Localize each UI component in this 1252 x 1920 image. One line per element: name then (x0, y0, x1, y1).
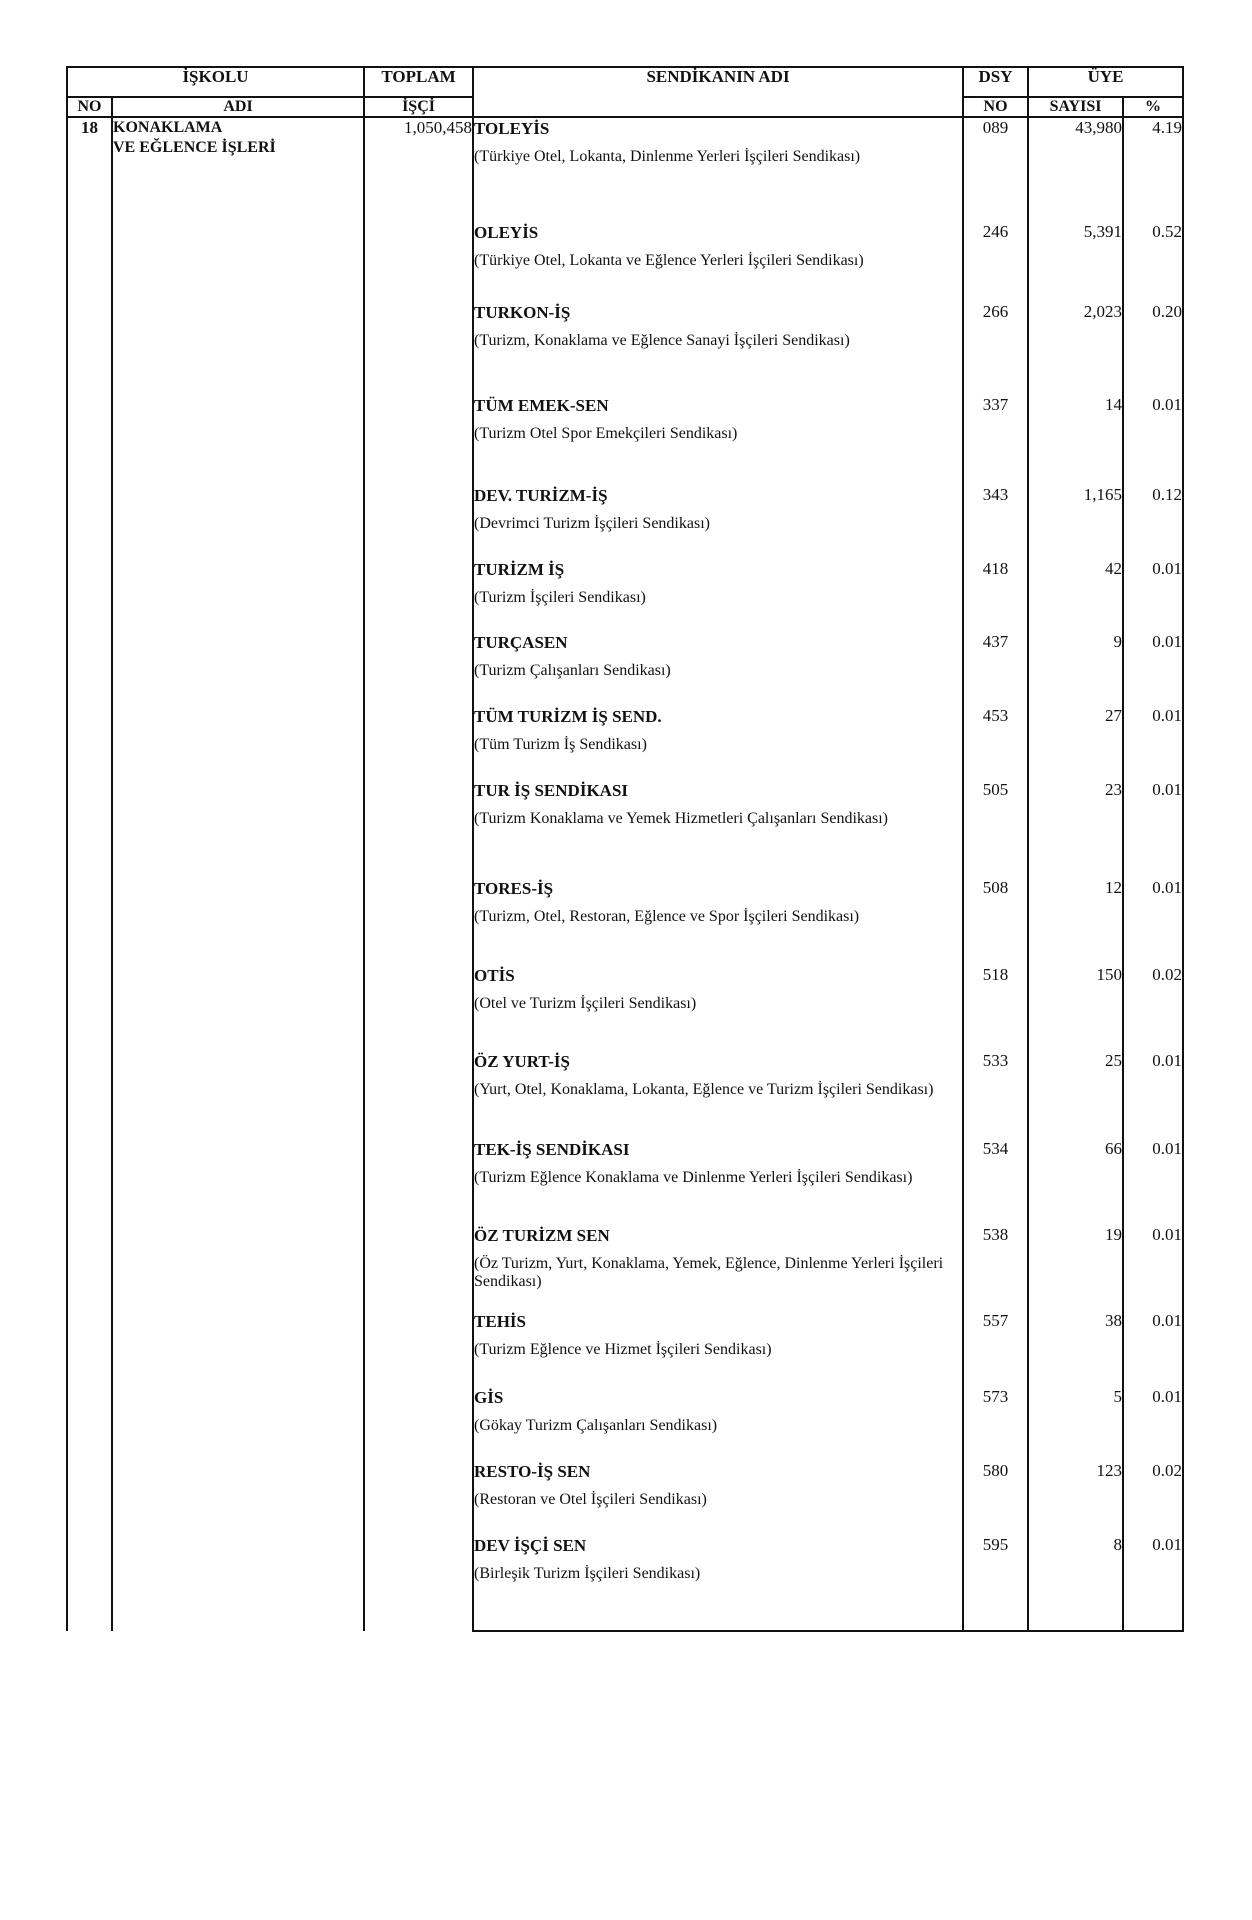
union-full-name: (Birleşik Turizm İşçileri Sendikası) (474, 1565, 701, 1582)
union-member-count: 150 (1028, 965, 1123, 1051)
union-dsy-no: 089 (963, 117, 1028, 222)
header-dsy: DSY (963, 67, 1028, 97)
union-full-name: (Gökay Turizm Çalışanları Sendikası) (474, 1417, 718, 1434)
union-full-name: (Turizm Eğlence ve Hizmet İşçileri Sendikası) (474, 1341, 772, 1358)
union-member-count: 12 (1028, 878, 1123, 965)
union-full-name: (Devrimci Turizm İşçileri Sendikası) (474, 515, 710, 532)
union-dsy-no: 518 (963, 965, 1028, 1051)
union-full-name: (Türkiye Otel, Lokanta ve Eğlence Yerleri İşçileri Sendikası) (474, 252, 864, 269)
union-short-name: TEHİS (474, 1312, 526, 1331)
union-short-name: TORES-İŞ (474, 879, 554, 898)
union-full-name: (Turizm Konaklama ve Yemek Hizmetleri Çalışanları Sendikası) (474, 810, 889, 827)
union-dsy-no: 534 (963, 1139, 1028, 1225)
union-dsy-no: 508 (963, 878, 1028, 965)
union-percentage: 0.01 (1123, 1535, 1183, 1631)
union-full-name: (Tüm Turizm İş Sendikası) (474, 736, 647, 753)
union-full-name: (Türkiye Otel, Lokanta, Dinlenme Yerleri İşçileri Sendikası) (474, 148, 861, 165)
union-full-name: (Yurt, Otel, Konaklama, Lokanta, Eğlence ve Turizm İşçileri Sendikası) (474, 1081, 934, 1098)
union-dsy-no: 418 (963, 559, 1028, 632)
union-dsy-no: 557 (963, 1311, 1028, 1387)
table-row (67, 117, 1183, 222)
union-member-count: 25 (1028, 1051, 1123, 1139)
union-short-name: TEK-İŞ SENDİKASI (474, 1140, 630, 1159)
union-short-name: ÖZ YURT-İŞ (474, 1052, 570, 1071)
union-short-name: GİS (474, 1388, 504, 1407)
union-percentage: 0.01 (1123, 1051, 1183, 1139)
union-member-count: 2,023 (1028, 302, 1123, 395)
union-full-name: (Turizm Çalışanları Sendikası) (474, 662, 671, 679)
union-dsy-no: 573 (963, 1387, 1028, 1461)
union-percentage: 0.01 (1123, 1225, 1183, 1311)
union-short-name: OLEYİS (474, 223, 539, 242)
header-uye: ÜYE (1028, 67, 1183, 97)
union-name-cell (473, 485, 963, 559)
union-percentage: 0.01 (1123, 1311, 1183, 1387)
union-member-count: 66 (1028, 1139, 1123, 1225)
union-percentage: 0.01 (1123, 1387, 1183, 1461)
union-name-cell (473, 1311, 963, 1387)
union-dsy-no: 533 (963, 1051, 1028, 1139)
union-membership-table (66, 66, 1184, 1632)
union-full-name: (Otel ve Turizm İşçileri Sendikası) (474, 995, 697, 1012)
union-member-count: 38 (1028, 1311, 1123, 1387)
union-short-name: DEV İŞÇİ SEN (474, 1536, 587, 1555)
union-member-count: 5,391 (1028, 222, 1123, 302)
union-full-name: (Restoran ve Otel İşçileri Sendikası) (474, 1491, 707, 1508)
union-member-count: 123 (1028, 1461, 1123, 1535)
union-short-name: DEV. TURİZM-İŞ (474, 486, 608, 505)
union-dsy-no: 343 (963, 485, 1028, 559)
union-percentage: 0.01 (1123, 559, 1183, 632)
union-short-name: TOLEYİS (474, 119, 550, 138)
union-short-name: TURKON-İŞ (474, 303, 571, 322)
header-dsy-no: NO (963, 97, 1028, 117)
union-name-cell (473, 559, 963, 632)
union-member-count: 9 (1028, 632, 1123, 706)
union-percentage: 0.02 (1123, 1461, 1183, 1535)
union-member-count: 5 (1028, 1387, 1123, 1461)
union-dsy-no: 538 (963, 1225, 1028, 1311)
sector-name-line1: KONAKLAMA (113, 119, 223, 136)
sector-name-line2: VE EĞLENCE İŞLERİ (113, 139, 276, 156)
union-member-count: 42 (1028, 559, 1123, 632)
union-full-name: (Öz Turizm, Yurt, Konaklama, Yemek, Eğlence, Dinlenme Yerleri İşçileri Sendikası) (474, 1255, 944, 1290)
union-full-name: (Turizm, Otel, Restoran, Eğlence ve Spor İşçileri Sendikası) (474, 908, 860, 925)
header-no: NO (67, 97, 112, 117)
union-short-name: TUR İŞ SENDİKASI (474, 781, 629, 800)
union-dsy-no: 266 (963, 302, 1028, 395)
union-name-cell (473, 1535, 963, 1631)
union-percentage: 4.19 (1123, 117, 1183, 222)
union-percentage: 0.01 (1123, 1139, 1183, 1225)
union-full-name: (Turizm Eğlence Konaklama ve Dinlenme Yerleri İşçileri Sendikası) (474, 1169, 913, 1186)
union-full-name: (Turizm Otel Spor Emekçileri Sendikası) (474, 425, 738, 442)
union-member-count: 19 (1028, 1225, 1123, 1311)
union-name-cell (473, 117, 963, 222)
union-dsy-no: 437 (963, 632, 1028, 706)
union-percentage: 0.01 (1123, 395, 1183, 485)
sector-total-workers: 1,050,458 (364, 117, 473, 1631)
union-dsy-no: 246 (963, 222, 1028, 302)
union-name-cell (473, 1461, 963, 1535)
header-sendika-adi: SENDİKANIN ADI (473, 67, 963, 117)
union-name-cell (473, 395, 963, 485)
union-member-count: 14 (1028, 395, 1123, 485)
union-name-cell (473, 706, 963, 780)
header-isci: İŞÇİ (364, 97, 473, 117)
union-percentage: 0.12 (1123, 485, 1183, 559)
union-member-count: 23 (1028, 780, 1123, 878)
union-member-count: 1,165 (1028, 485, 1123, 559)
union-dsy-no: 580 (963, 1461, 1028, 1535)
header-adi: ADI (112, 97, 364, 117)
union-name-cell (473, 965, 963, 1051)
union-dsy-no: 337 (963, 395, 1028, 485)
union-member-count: 43,980 (1028, 117, 1123, 222)
union-short-name: RESTO-İŞ SEN (474, 1462, 591, 1481)
union-full-name: (Turizm İşçileri Sendikası) (474, 589, 646, 606)
union-percentage: 0.20 (1123, 302, 1183, 395)
union-name-cell (473, 780, 963, 878)
union-member-count: 8 (1028, 1535, 1123, 1631)
sector-name (112, 117, 364, 1631)
union-name-cell (473, 632, 963, 706)
union-member-count: 27 (1028, 706, 1123, 780)
header-sayisi: SAYISI (1028, 97, 1123, 117)
union-name-cell (473, 1225, 963, 1311)
header-toplam: TOPLAM (364, 67, 473, 97)
union-short-name: TURÇASEN (474, 633, 568, 652)
union-name-cell (473, 222, 963, 302)
union-percentage: 0.52 (1123, 222, 1183, 302)
union-percentage: 0.01 (1123, 706, 1183, 780)
header-yuzde: % (1123, 97, 1183, 117)
union-short-name: TÜM EMEK-SEN (474, 396, 609, 415)
union-short-name: TURİZM İŞ (474, 560, 565, 579)
union-name-cell (473, 1051, 963, 1139)
union-name-cell (473, 1387, 963, 1461)
sector-no: 18 (67, 117, 112, 1631)
union-name-cell (473, 302, 963, 395)
union-name-cell (473, 1139, 963, 1225)
union-percentage: 0.01 (1123, 780, 1183, 878)
union-dsy-no: 453 (963, 706, 1028, 780)
header-iskolu: İŞKOLU (67, 67, 364, 97)
union-name-cell (473, 878, 963, 965)
union-short-name: TÜM TURİZM İŞ SEND. (474, 707, 662, 726)
union-percentage: 0.02 (1123, 965, 1183, 1051)
union-percentage: 0.01 (1123, 632, 1183, 706)
union-dsy-no: 505 (963, 780, 1028, 878)
union-full-name: (Turizm, Konaklama ve Eğlence Sanayi İşçileri Sendikası) (474, 332, 850, 349)
union-short-name: ÖZ TURİZM SEN (474, 1226, 610, 1245)
union-percentage: 0.01 (1123, 878, 1183, 965)
union-dsy-no: 595 (963, 1535, 1028, 1631)
union-short-name: OTİS (474, 966, 515, 985)
